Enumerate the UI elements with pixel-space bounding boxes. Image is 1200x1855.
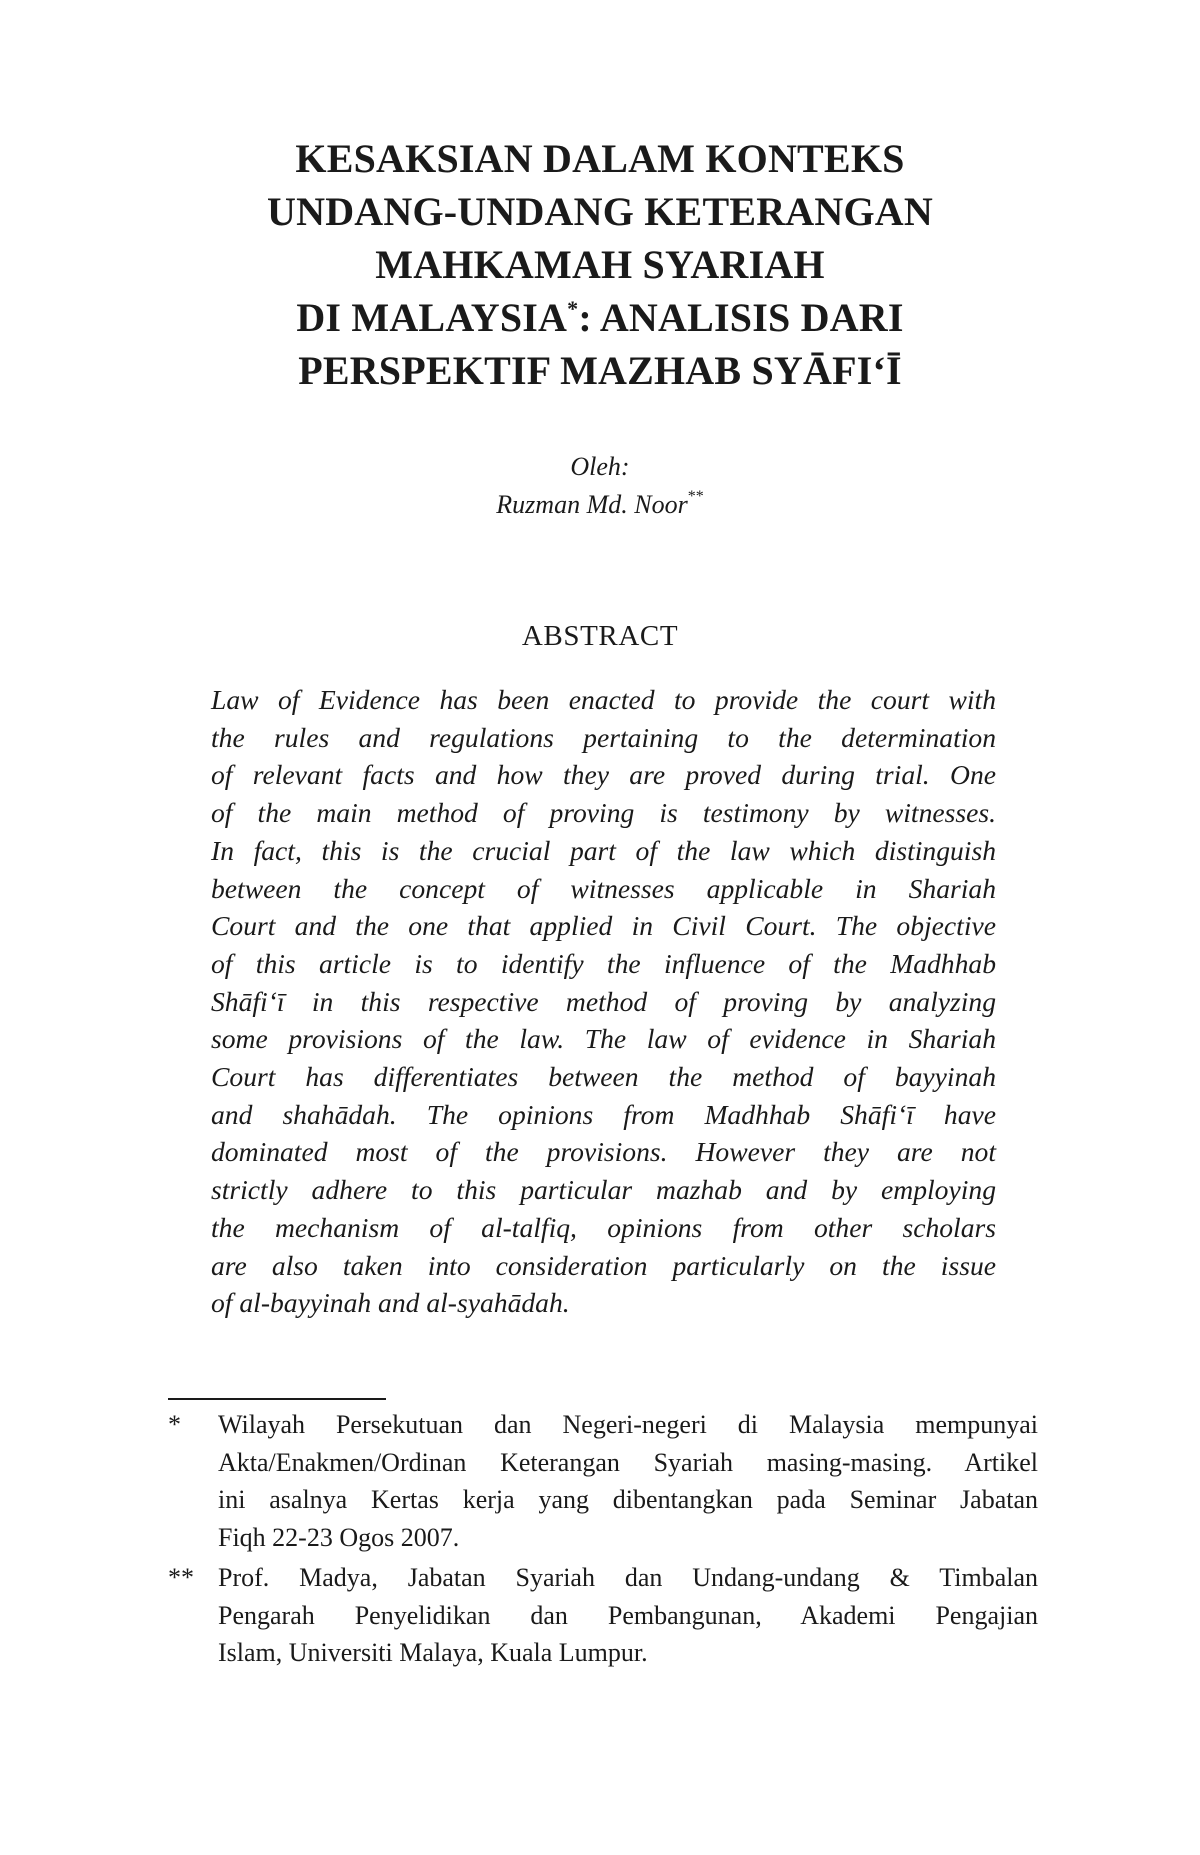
title-line: MAHKAMAH SYARIAH	[375, 242, 825, 287]
abstract-line: dominated most of the provisions. However they are not	[211, 1136, 996, 1168]
footnote-marker: **	[168, 1563, 194, 1592]
footnote-line: Islam, Universiti Malaya, Kuala Lumpur.	[218, 1638, 648, 1667]
abstract-line: are also taken into consideration particularly on the issue	[211, 1249, 996, 1281]
abstract-line: of relevant facts and how they are proved during trial. One	[211, 759, 996, 791]
title-line: UNDANG-UNDANG KETERANGAN	[267, 189, 933, 234]
footnote-marker: *	[168, 1410, 181, 1439]
footnote-line: ini asalnya Kertas kerja yang dibentangkan pada Seminar Jabatan	[218, 1485, 1038, 1514]
abstract-line: Court and the one that applied in Civil Court. The objective	[211, 910, 996, 942]
abstract-line: of al-bayyinah and al-syahādah.	[211, 1287, 570, 1319]
author-name	[300, 486, 900, 524]
byline	[300, 448, 900, 524]
footnotes	[168, 1406, 1038, 1675]
title-line: PERSPEKTIF MAZHAB SYĀFI‘Ī	[298, 348, 902, 393]
footnote-text	[218, 1406, 1038, 1556]
abstract-line: of the main method of proving is testimony by witnesses.	[211, 797, 996, 829]
footnote-line: Wilayah Persekutuan dan Negeri-negeri di Malaysia mempunyai	[218, 1410, 1038, 1439]
footnote-separator	[168, 1398, 386, 1400]
abstract-line: the mechanism of al-talfiq, opinions from other scholars	[211, 1211, 996, 1243]
footnote-line: Fiqh 22-23 Ogos 2007.	[218, 1522, 460, 1552]
abstract-line: In fact, this is the crucial part of the law which distinguish	[211, 834, 996, 866]
abstract-line: of this article is to identify the influence of the Madhhab	[211, 947, 996, 979]
abstract-line: some provisions of the law. The law of evidence in Shariah	[211, 1023, 996, 1055]
footnote-text	[218, 1559, 1038, 1672]
title-line	[120, 291, 1080, 344]
title-footnote-marker[interactable]: *	[567, 296, 579, 321]
footnote-item	[168, 1406, 1038, 1556]
title-line-part: DI MALAYSIA	[296, 295, 568, 340]
footnote-item	[168, 1559, 1038, 1672]
author-name-text: Ruzman Md. Noor	[496, 490, 688, 519]
abstract-line: and shahādah. The opinions from Madhhab Shāfi‘ī have	[211, 1098, 996, 1130]
footnote-line: Pengarah Penyelidikan dan Pembangunan, Akademi Pengajian	[218, 1600, 1038, 1630]
abstract-heading: ABSTRACT	[521, 620, 679, 652]
byline-prefix: Oleh:	[570, 452, 630, 481]
abstract-line: Court has differentiates between the method of bayyinah	[211, 1061, 996, 1093]
abstract-line: Shāfi‘ī in this respective method of proving by analyzing	[211, 985, 996, 1017]
abstract-line: strictly adhere to this particular mazhab and by employing	[211, 1174, 996, 1206]
article-title	[120, 132, 1080, 397]
abstract-line: between the concept of witnesses applicable in Shariah	[211, 872, 996, 904]
footnote-line: Prof. Madya, Jabatan Syariah dan Undang-undang & Timbalan	[218, 1563, 1038, 1592]
abstract-line: Law of Evidence has been enacted to provide the court with	[211, 684, 996, 715]
abstract-body	[211, 681, 996, 1322]
author-footnote-marker[interactable]: **	[687, 488, 704, 505]
footnote-line: Akta/Enakmen/Ordinan Keterangan Syariah masing-masing. Artikel	[218, 1447, 1038, 1477]
abstract-line: the rules and regulations pertaining to the determination	[211, 721, 996, 753]
title-line-part: : ANALISIS DARI	[578, 295, 904, 340]
title-line: KESAKSIAN DALAM KONTEKS	[295, 136, 905, 181]
